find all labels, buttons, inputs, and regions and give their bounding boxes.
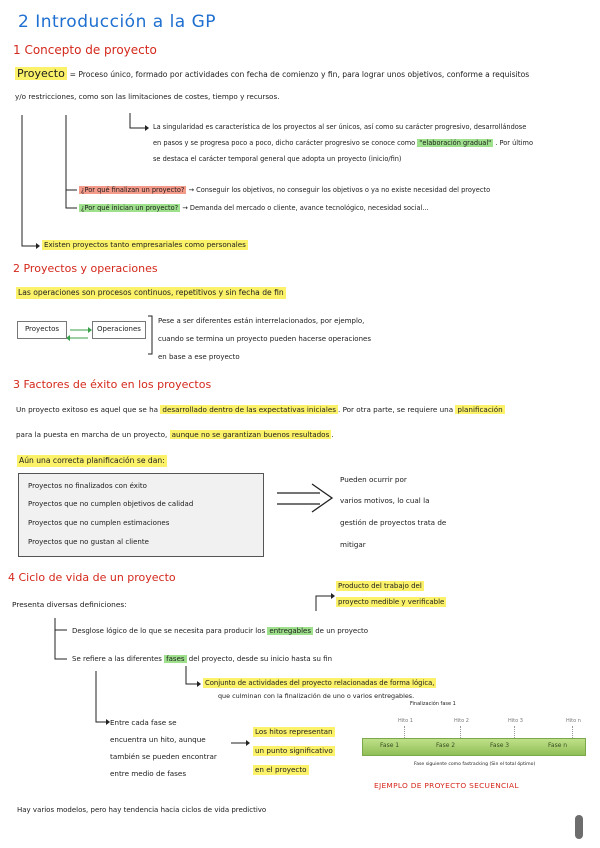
- deliverables-tag: entregables: [269, 627, 311, 635]
- hito-definition-3: en el proyecto: [255, 765, 307, 774]
- milestone-label-3: Hito 3: [508, 718, 523, 724]
- gradual-elaboration-tag: "elaboración gradual": [419, 139, 492, 147]
- failure-item-2: Proyectos que no cumplen objetivos de calidad: [28, 500, 194, 508]
- operations-definition: Las operaciones son procesos continuos, repetitivos y sin fecha de fin: [18, 288, 284, 297]
- success-text-e: para la puesta en marcha de un proyecto,: [16, 430, 168, 439]
- milestone-note-3: también se pueden encontrar: [110, 752, 217, 761]
- success-line-2: [16, 429, 334, 441]
- milestone-label-2: Hito 2: [454, 718, 469, 724]
- hito-definition-1: Los hitos representan: [255, 727, 333, 736]
- lifecycle-footer: Hay varios modelos, pero hay tendencia hacia ciclos de vida predictivo: [17, 806, 267, 814]
- lifecycle-intro: Presenta diversas definiciones:: [12, 600, 127, 609]
- example-caption: EJEMPLO DE PROYECTO SECUENCIAL: [374, 781, 519, 790]
- phases-tag: fases: [166, 655, 185, 663]
- lifecycle-def-2-end: del proyecto, desde su inicio hasta su fin: [188, 655, 333, 663]
- project-types-line: Existen proyectos tanto empresariales como personales: [44, 240, 246, 249]
- lifecycle-def-1: [72, 626, 368, 636]
- section-heading-success: 3 Factores de éxito en los proyectos: [13, 378, 212, 391]
- phase-label-4: Fase n: [548, 742, 568, 749]
- success-text-dot: .: [331, 430, 334, 439]
- section-heading-operations: 2 Proyectos y operaciones: [13, 262, 158, 275]
- project-definition-line-2: y/o restricciones, como son las limitaciones de costes, tiempo y recursos.: [15, 92, 280, 101]
- question-end-label: ¿Por qué finalizan un proyecto?: [81, 186, 185, 194]
- section-heading-concept: 1 Concepto de proyecto: [13, 43, 157, 57]
- reason-line-1: Pueden ocurrir por: [340, 475, 407, 484]
- lifecycle-def-1-text: Desglose lógico de lo que se necesita para producir los: [72, 627, 266, 635]
- milestone-label-4: Hito n: [566, 718, 581, 724]
- reason-line-2: varios motivos, lo cual la: [340, 496, 430, 505]
- operations-note-3: en base a ese proyecto: [158, 353, 240, 361]
- lifecycle-def-1-end: de un proyecto: [315, 627, 369, 635]
- project-definition-text: = Proceso único, formado por actividades con fecha de comienzo y fin, para lograr unos objetivos, conforme a requisitos: [69, 70, 530, 79]
- singularity-note-3: se destaca el carácter temporal general que adopta un proyecto (inicio/fin): [153, 155, 402, 163]
- singularity-note-1: La singularidad es característica de los proyectos al ser únicos, así como su carácter progresivo, desarrollándose: [153, 123, 527, 131]
- question-end-answer: Conseguir los objetivos, no conseguir los objetivos o ya no existe necesidad del proyecto: [196, 186, 491, 194]
- reason-line-4: mitigar: [340, 540, 366, 549]
- phase-label-2: Fase 2: [436, 742, 456, 749]
- failure-item-4: Proyectos que no gustan al cliente: [28, 538, 149, 546]
- success-highlight-planning: planificación: [457, 405, 503, 414]
- singularity-note-text: en pasos y se progresa poco a poco, dicho carácter progresivo se conoce como: [153, 139, 416, 147]
- lifecycle-def-2: [72, 654, 332, 664]
- success-text-a: Un proyecto exitoso es aquel que se ha: [16, 405, 159, 414]
- milestone-note-2: encuentra un hito, aunque: [110, 735, 206, 744]
- success-highlight-expectations: desarrollado dentro de las expectativas iniciales: [162, 405, 337, 414]
- success-line-1: [16, 404, 505, 416]
- success-highlight-results: aunque no se garantizan buenos resultados: [171, 430, 330, 439]
- section-heading-lifecycle: 4 Ciclo de vida de un proyecto: [8, 571, 176, 584]
- singularity-note-end: . Por último: [495, 139, 533, 147]
- hito-definition-2: un punto significativo: [255, 746, 333, 755]
- scroll-handle[interactable]: [575, 815, 583, 839]
- page-title: 2 Introducción a la GP: [18, 12, 217, 32]
- projects-box: Proyectos: [17, 321, 67, 339]
- planning-issues-intro: Aún una correcta planificación se dan:: [19, 456, 165, 465]
- overlap-note: Fase siguiente como fastracking (Sin el total óptimo): [414, 762, 536, 767]
- phase-label-3: Fase 3: [490, 742, 510, 749]
- failure-item-3: Proyectos que no cumplen estimaciones: [28, 519, 170, 527]
- product-definition-2: proyecto medible y verificable: [338, 598, 445, 606]
- project-term: Proyecto: [17, 67, 65, 80]
- product-definition-1: Producto del trabajo del: [338, 582, 422, 590]
- phase-definition-2: que culminan con la finalización de uno o varios entregables.: [218, 692, 415, 700]
- milestone-note-4: entre medio de fases: [110, 769, 187, 778]
- phase-label-1: Fase 1: [380, 742, 400, 749]
- end-phase-label: Finalización fase 1: [410, 701, 456, 707]
- question-start-answer: Demanda del mercado o cliente, avance tecnológico, necesidad social...: [189, 204, 429, 212]
- failure-item-1: Proyectos no finalizados con éxito: [28, 482, 147, 490]
- operations-box: Operaciones: [92, 321, 146, 339]
- question-end-row: ¿Por qué finalizan un proyecto? → Conseguir los objetivos, no conseguir los objetivos o ya no existe necesidad del proyecto: [81, 186, 491, 194]
- sequential-phase-diagram: [362, 702, 584, 774]
- phase-definition-1: Conjunto de actividades del proyecto relacionadas de forma lógica,: [205, 679, 435, 687]
- milestone-label-1: Hito 1: [398, 718, 413, 724]
- lifecycle-def-2-text: Se refiere a las diferentes: [72, 655, 162, 663]
- project-definition-line-1: [15, 68, 529, 81]
- question-start-label: ¿Por qué inician un proyecto?: [81, 204, 179, 212]
- operations-note-2: cuando se termina un proyecto pueden hacerse operaciones: [158, 335, 371, 343]
- question-start-row: ¿Por qué inician un proyecto? → Demanda del mercado o cliente, avance tecnológico, necesidad social...: [81, 204, 429, 212]
- singularity-note-2: [153, 138, 533, 148]
- reason-line-3: gestión de proyectos trata de: [340, 518, 447, 527]
- operations-note-1: Pese a ser diferentes están interrelacionados, por ejemplo,: [158, 317, 365, 325]
- success-text-c: . Por otra parte, se requiere una: [338, 405, 454, 414]
- milestone-note-1: Entre cada fase se: [110, 718, 177, 727]
